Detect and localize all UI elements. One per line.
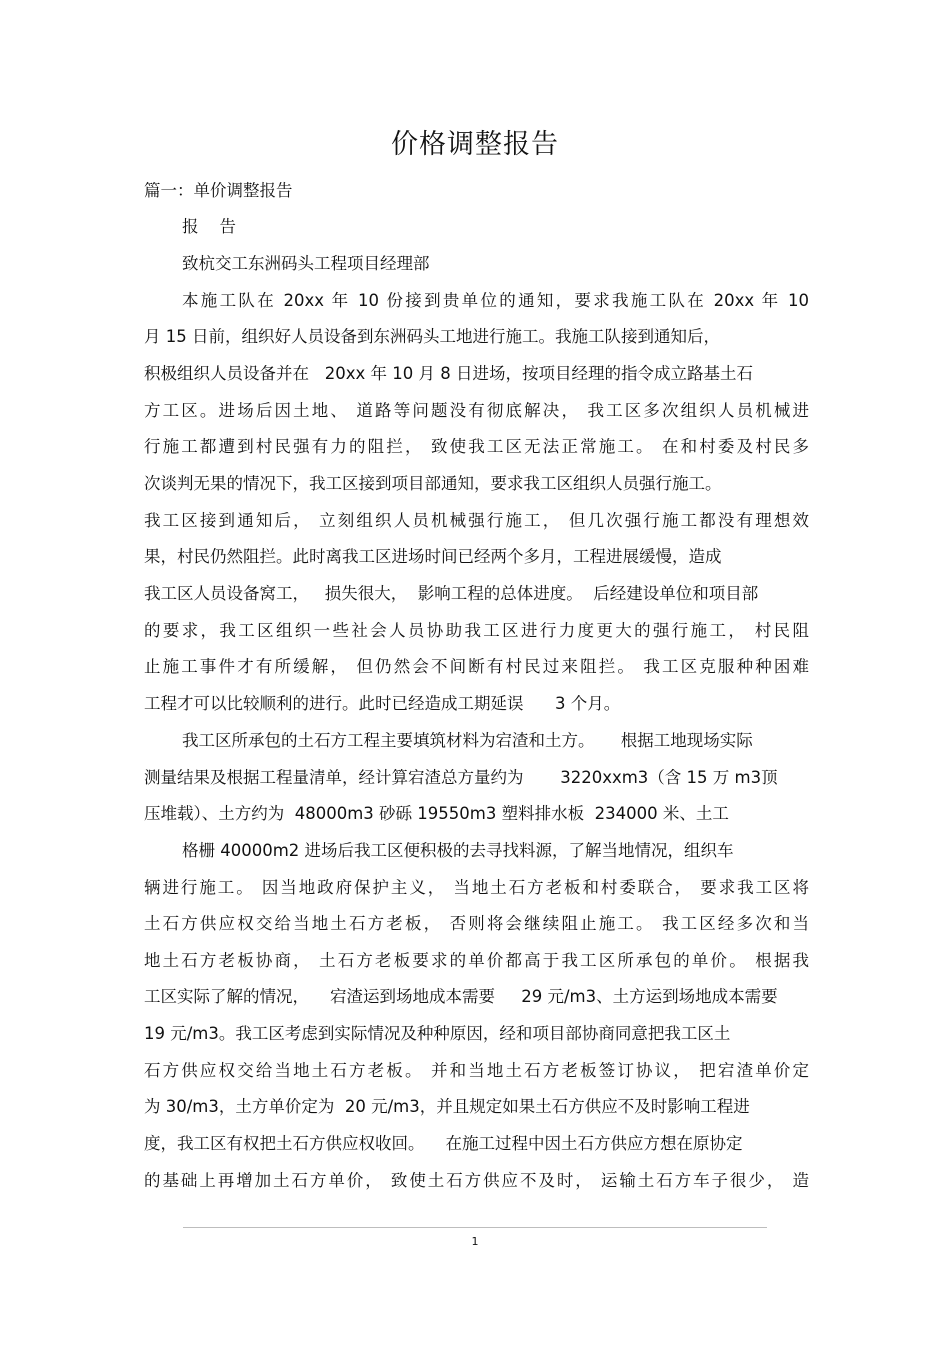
text-line: 本施工队在 20xx 年 10 份接到贵单位的通知，要求我施工队在 20xx 年 10	[182, 291, 809, 310]
text-line: 我工区人员设备窝工， 损失很大， 影响工程的总体进度。 后经建设单位和项目部	[144, 584, 759, 603]
text-line: 石方供应权交给当地土石方老板。 并和当地土石方老板签订协议， 把宕渣单价定	[144, 1061, 809, 1080]
text-line: 我工区接到通知后， 立刻组织人员机械强行施工， 但几次强行施工都没有理想效	[144, 511, 809, 530]
text-line: 辆进行施工。 因当地政府保护主义， 当地土石方老板和村委联合， 要求我工区将	[144, 878, 809, 897]
text-line: 篇一：单价调整报告	[144, 181, 293, 200]
text-line: 致杭交工东洲码头工程项目经理部	[182, 254, 430, 273]
document-title: 价格调整报告	[391, 129, 559, 160]
text-line: 月 15 日前，组织好人员设备到东洲码头工地进行施工。我施工队接到通知后，	[144, 327, 720, 346]
text-line: 行施工都遭到村民强有力的阻拦， 致使我工区无法正常施工。 在和村委及村民多	[144, 437, 809, 456]
page-number: 1	[471, 1235, 479, 1248]
text-line: 为 30/m3，土方单价定为 20 元/m3，并且规定如果土石方供应不及时影响工程进	[144, 1097, 750, 1116]
footer-divider	[183, 1227, 767, 1228]
text-line: 的基础上再增加土石方单价， 致使土石方供应不及时， 运输土石方车子很少， 造	[144, 1171, 809, 1190]
text-line: 19 元/m3。我工区考虑到实际情况及种种原因，经和项目部协商同意把我工区土	[144, 1024, 731, 1043]
text-line: 积极组织人员设备并在 20xx 年 10 月 8 日进场，按项目经理的指令成立路基土石	[144, 364, 753, 383]
text-line: 果，村民仍然阻拦。此时离我工区进场时间已经两个多月，工程进展缓慢，造成	[144, 547, 722, 566]
text-line: 格栅 40000m2 进场后我工区便积极的去寻找料源，了解当地情况，组织车	[182, 841, 734, 860]
text-line: 压堆载）、土方约为 48000m3 砂砾 19550m3 塑料排水板 234000 米、土工	[144, 804, 729, 823]
text-line: 土石方供应权交给当地土石方老板， 否则将会继续阻止施工。 我工区经多次和当	[144, 914, 809, 933]
text-line: 测量结果及根据工程量清单，经计算宕渣总方量约为 3220xxm3（含 15 万 m3顶	[144, 768, 778, 787]
text-line: 度，我工区有权把土石方供应权收回。 在施工过程中因土石方供应方想在原协定	[144, 1134, 743, 1153]
text-line: 止施工事件才有所缓解， 但仍然会不间断有村民过来阻拦。 我工区克服种种困难	[144, 657, 809, 676]
text-line: 工区实际了解的情况， 宕渣运到场地成本需要 29 元/m3、土方运到场地成本需要	[144, 987, 778, 1006]
text-line: 次谈判无果的情况下，我工区接到项目部通知，要求我工区组织人员强行施工。	[144, 474, 722, 493]
text-line: 的要求，我工区组织一些社会人员协助我工区进行力度更大的强行施工， 村民阻	[144, 621, 809, 640]
text-line: 方工区。进场后因土地、 道路等问题没有彻底解决， 我工区多次组织人员机械进	[144, 401, 809, 420]
text-line: 报 告	[182, 217, 236, 236]
text-line: 工程才可以比较顺利的进行。此时已经造成工期延误 3 个月。	[144, 694, 621, 713]
text-line: 我工区所承包的土石方工程主要填筑材料为宕渣和土方。 根据工地现场实际	[182, 731, 753, 750]
text-line: 地土石方老板协商， 土石方老板要求的单价都高于我工区所承包的单价。 根据我	[144, 951, 809, 970]
